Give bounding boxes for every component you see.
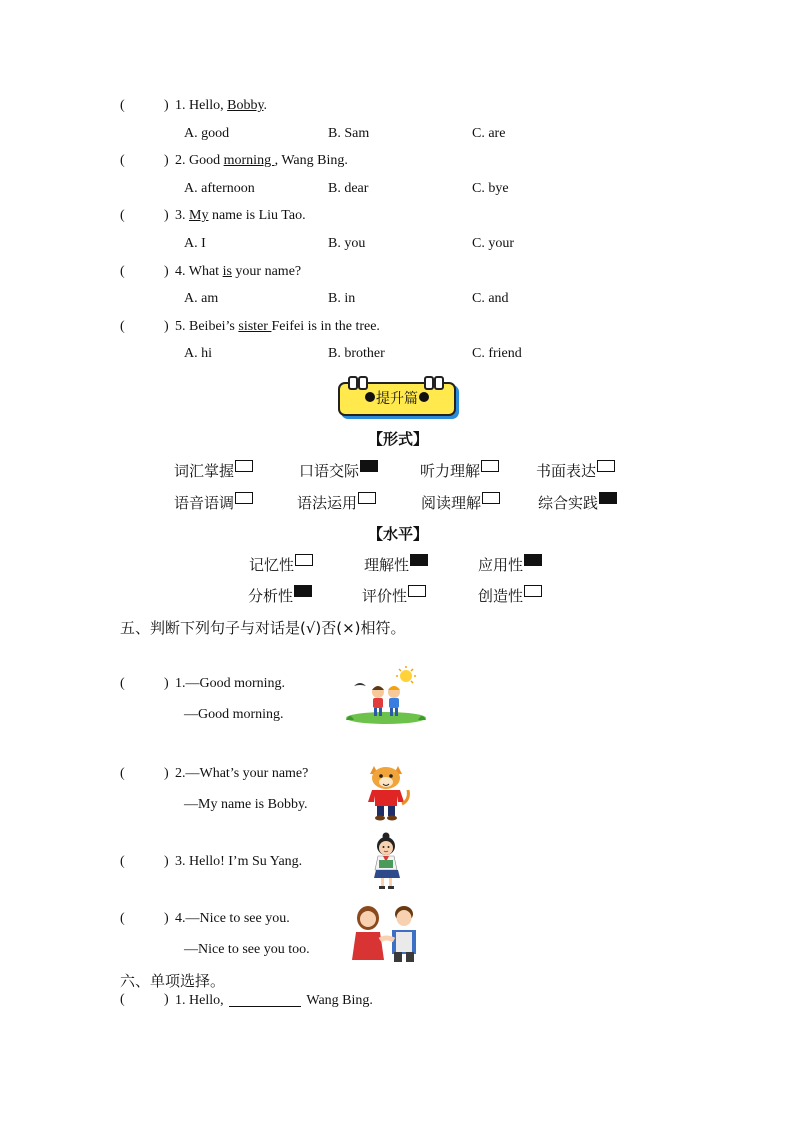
- question-pre: 1. Hello,: [175, 98, 224, 113]
- answer-paren-open: (: [120, 264, 125, 279]
- option-b: B. in: [328, 291, 356, 306]
- option-b: B. you: [328, 236, 366, 251]
- underlined-word: morning: [223, 153, 275, 168]
- underlined-word: sister: [238, 319, 272, 334]
- question-post: , Wang Bing.: [274, 153, 348, 168]
- banner-title: [338, 388, 456, 408]
- checkbox: [482, 492, 500, 504]
- banner-label: 提升篇: [376, 391, 418, 407]
- option-a: A. good: [184, 126, 230, 141]
- answer-paren-open: (: [120, 153, 125, 168]
- form-item: [174, 460, 253, 481]
- answer-paren-open: (: [120, 98, 125, 113]
- girl-student-illustration: [370, 832, 404, 890]
- question-text: [175, 319, 380, 335]
- cartoon-cat-illustration: [362, 760, 412, 822]
- level-heading: 【水平】: [368, 525, 429, 543]
- level-item-label: 记忆性: [249, 556, 295, 574]
- answer-paren-close: ): [164, 153, 169, 168]
- form-item: [299, 460, 378, 481]
- option-a: A. hi: [184, 346, 212, 361]
- dialogue-line-2: —Nice to see you too.: [184, 942, 310, 957]
- answer-paren-close: ): [164, 98, 169, 113]
- question-pre: 4. What: [175, 264, 220, 279]
- underlined-word: My: [189, 208, 209, 223]
- answer-paren-open: (: [120, 854, 125, 869]
- checkbox-filled: [360, 460, 378, 472]
- question-pre: 3.: [175, 208, 186, 223]
- option-b: B. dear: [328, 181, 369, 196]
- option-c: C. and: [472, 291, 509, 306]
- dialogue-line-1: 3. Hello! I’m Su Yang.: [175, 854, 303, 869]
- dialogue-line-2: —Good morning.: [184, 707, 284, 722]
- checkbox: [235, 460, 253, 472]
- question-text: [175, 98, 267, 114]
- checkbox: [597, 460, 615, 472]
- checkbox-filled: [599, 492, 617, 504]
- checkbox: [358, 492, 376, 504]
- checkbox-filled: [410, 554, 428, 566]
- checkbox-filled: [294, 585, 312, 597]
- question-text: [175, 992, 373, 1009]
- checkbox: [408, 585, 426, 597]
- bullet-dot-icon: [365, 392, 375, 402]
- answer-paren-close: ): [164, 676, 169, 691]
- answer-paren-open: (: [120, 911, 125, 926]
- answer-paren-open: (: [120, 766, 125, 781]
- dialogue-line-1: 2.—What’s your name?: [175, 766, 309, 781]
- checkbox-filled: [524, 554, 542, 566]
- level-item: [364, 554, 428, 575]
- form-heading: 【形式】: [368, 430, 429, 448]
- option-c: C. are: [472, 126, 506, 141]
- option-c: C. friend: [472, 346, 522, 361]
- checkbox: [524, 585, 542, 597]
- question-text: [175, 264, 301, 280]
- level-item-label: 创造性: [478, 587, 524, 605]
- answer-paren-close: ): [164, 854, 169, 869]
- level-item: [478, 585, 542, 606]
- bullet-dot-icon: [419, 392, 429, 402]
- option-c: C. your: [472, 236, 514, 251]
- form-item: [420, 460, 499, 481]
- form-item-label: 口语交际: [299, 462, 360, 480]
- form-item-label: 语音语调: [174, 494, 235, 512]
- question-pre: 1. Hello,: [175, 993, 224, 1008]
- answer-paren-open: (: [120, 319, 125, 334]
- section-banner: [338, 382, 456, 418]
- option-a: A. am: [184, 291, 219, 306]
- handshake-illustration: [350, 902, 426, 964]
- level-item: [478, 554, 542, 575]
- form-item: [297, 492, 376, 513]
- fill-in-blank[interactable]: [229, 992, 301, 1007]
- underlined-word: is: [222, 264, 232, 279]
- option-b: B. Sam: [328, 126, 370, 141]
- question-post: your name?: [235, 264, 302, 279]
- form-item: [538, 492, 617, 513]
- children-greeting-illustration: [344, 666, 428, 726]
- question-post: .: [263, 98, 268, 113]
- section5-heading: 五、判断下列句子与对话是(√)否(×)相符。: [120, 619, 406, 637]
- option-b: B. brother: [328, 346, 385, 361]
- form-item: [536, 460, 615, 481]
- answer-paren-close: ): [164, 766, 169, 781]
- level-item-label: 理解性: [364, 556, 410, 574]
- form-item-label: 词汇掌握: [174, 462, 235, 480]
- dialogue-line-1: 4.—Nice to see you.: [175, 911, 290, 926]
- option-a: A. I: [184, 236, 206, 251]
- level-item-label: 应用性: [478, 556, 524, 574]
- question-pre: 2. Good: [175, 153, 221, 168]
- answer-paren-close: ): [164, 208, 169, 223]
- form-item-label: 综合实践: [538, 494, 599, 512]
- underlined-word: Bobby: [227, 98, 264, 113]
- answer-paren-close: ): [164, 992, 169, 1007]
- level-item-label: 分析性: [248, 587, 294, 605]
- answer-paren-open: (: [120, 208, 125, 223]
- form-item: [421, 492, 500, 513]
- checkbox: [295, 554, 313, 566]
- answer-paren-open: (: [120, 992, 125, 1007]
- answer-paren-open: (: [120, 676, 125, 691]
- level-item-label: 评价性: [362, 587, 408, 605]
- level-item: [362, 585, 426, 606]
- question-text: [175, 153, 348, 169]
- question-post: Feifei is in the tree.: [271, 319, 380, 334]
- question-pre: 5. Beibei’s: [175, 319, 235, 334]
- dialogue-line-1: 1.—Good morning.: [175, 676, 286, 691]
- checkbox: [235, 492, 253, 504]
- level-item: [249, 554, 313, 575]
- form-item-label: 书面表达: [536, 462, 597, 480]
- checkbox: [481, 460, 499, 472]
- form-item: [174, 492, 253, 513]
- section6-heading: 六、单项选择。: [120, 972, 226, 990]
- question-text: [175, 208, 306, 224]
- answer-paren-close: ): [164, 264, 169, 279]
- form-item-label: 语法运用: [297, 494, 358, 512]
- option-a: A. afternoon: [184, 181, 255, 196]
- level-item: [248, 585, 312, 606]
- form-item-label: 阅读理解: [421, 494, 482, 512]
- answer-paren-close: ): [164, 911, 169, 926]
- form-item-label: 听力理解: [420, 462, 481, 480]
- question-post: Wang Bing.: [306, 993, 373, 1008]
- answer-paren-close: ): [164, 319, 169, 334]
- question-post: name is Liu Tao.: [211, 208, 306, 223]
- dialogue-line-2: —My name is Bobby.: [184, 797, 308, 812]
- option-c: C. bye: [472, 181, 509, 196]
